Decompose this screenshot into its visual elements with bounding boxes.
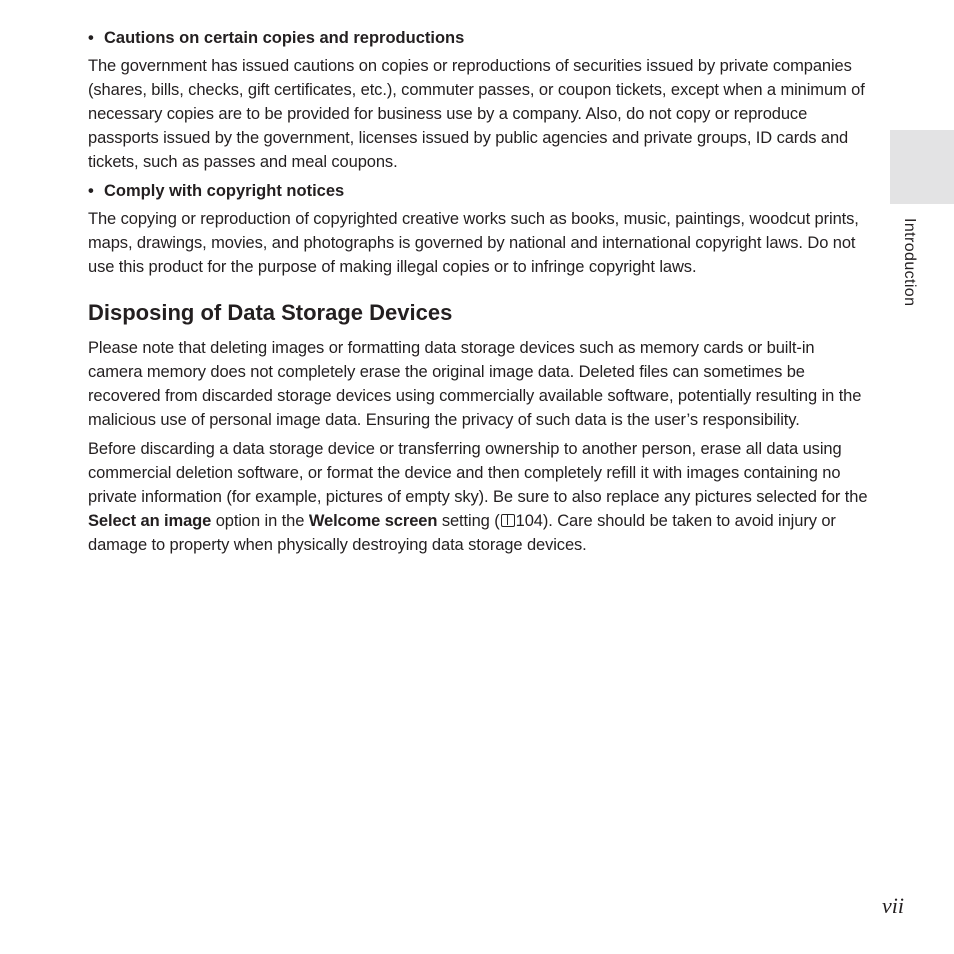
text-run: ). Care should be taken to avoid injury or damage to property when physically destroying data storage devices. [88, 512, 836, 554]
bullet-heading-cautions [88, 26, 868, 50]
bullet-icon: • [88, 29, 94, 47]
bullet-icon: • [88, 182, 94, 200]
disposing-paragraph-2 [88, 437, 868, 557]
page-number: vii [882, 893, 904, 918]
side-tab-label: Introduction [901, 218, 918, 307]
copyright-paragraph: The copying or reproduction of copyrighted creative works such as books, music, paintings, woodcut prints, maps, drawings, movies, and photographs is governed by national and international copyright laws. Do not use this product for the purpose of making illegal copies or to infringe copyright laws. [88, 210, 859, 276]
bullet-heading-text: Comply with copyright notices [104, 182, 345, 200]
ui-term-welcome-screen: Welcome screen [308, 512, 438, 530]
text-run: Before discarding a data storage device or transferring ownership to another person, erase all data using commercial deletion software, or format the device and then completely refill it with images containing no private information (for example, pictures of empty sky). Be sure to also replace any pictures selected for the [88, 440, 868, 506]
bullet-heading-copyright [88, 179, 868, 203]
cautions-paragraph: The government has issued cautions on copies or reproductions of securities issued by private companies (shares, bills, checks, gift certificates, etc.), commuter passes, or coupon tickets, except when a minimum of necessary copies are to be provided for business use by a company. Also, do not copy or reproduce passports issued by the government, licenses issued by public agencies and private groups, ID cards and tickets, such as passes and meal coupons. [88, 57, 865, 171]
text-run: option in the [211, 512, 309, 530]
ui-term-select-an-image: Select an image [88, 512, 212, 530]
disposing-paragraph-1: Please note that deleting images or formatting data storage devices such as memory cards or built-in camera memory does not completely erase the original image data. Deleted files can sometimes be recovered from discarded storage devices using commercially available software, potentially resulting in the malicious use of personal image data. Ensuring the privacy of such data is the user’s responsibility. [88, 339, 862, 429]
book-reference-icon [501, 514, 515, 527]
bullet-heading-text: Cautions on certain copies and reproductions [104, 29, 465, 47]
text-run: setting ( [437, 512, 500, 530]
side-tab [890, 130, 954, 204]
page-reference[interactable]: 104 [515, 512, 543, 530]
section-title-disposing: Disposing of Data Storage Devices [88, 300, 453, 325]
page-content [88, 26, 868, 562]
